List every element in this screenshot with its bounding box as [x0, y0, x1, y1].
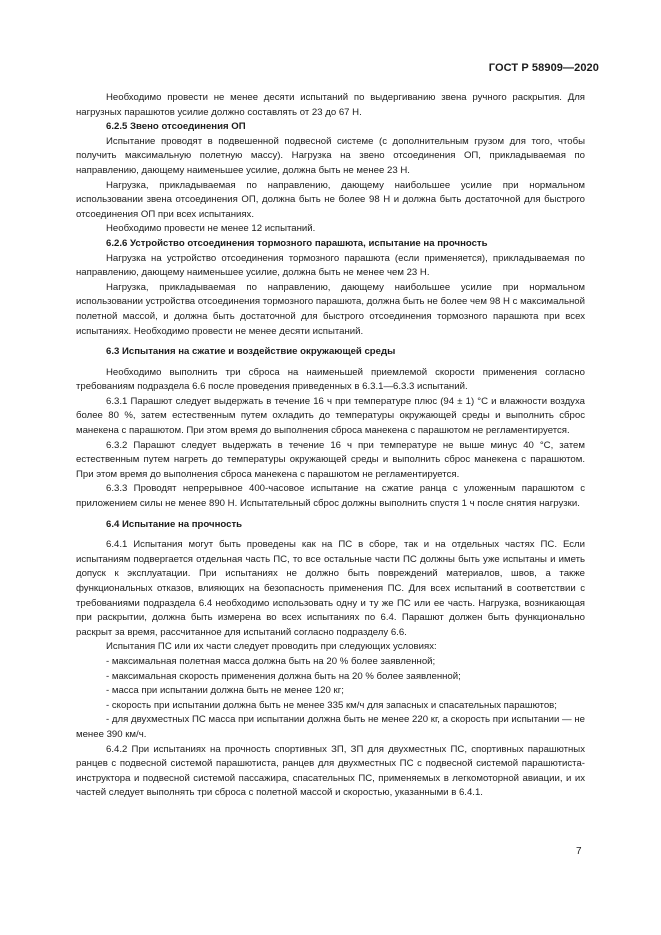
paragraph: 6.3.1 Парашют следует выдержать в течение 16 ч при температуре плюс (94 ± 1) °С и влажности воздуха более 80 %, затем естественным путем охладить до температуры окружающей среды и выполнить сброс манекена с парашютом. При этом время до выполнения сброса манекена с парашютом не регламентируется. [76, 395, 585, 437]
page-number: 7 [576, 846, 582, 857]
paragraph: Необходимо провести не менее 12 испытаний. [106, 223, 316, 235]
paragraph: - масса при испытании должна быть не менее 120 кг; [106, 685, 344, 697]
paragraph: Испытания ПС или их части следует проводить при следующих условиях: [106, 641, 437, 653]
paragraph: - для двухместных ПС масса при испытании должна быть не менее 220 кг, а скорость при испытании — не менее 390 км/ч. [76, 714, 585, 740]
paragraph: Нагрузка, прикладываемая по направлению, дающему наибольшее усилие при нормальном использовании устройства отсоединения тормозного парашюта, должна быть не более чем 98 Н с максимальной полетной массой, и должна быть достаточной для быстрого отсоединения тормозного парашюта при всех испытаниях. Необходимо провести не менее десяти испытаний. [76, 281, 585, 337]
section-heading: 6.2.5 Звено отсоединения ОП [106, 121, 246, 133]
paragraph: Испытание проводят в подвешенной подвесной системе (с дополнительным грузом для того, чтобы получить максимальную полетную массу). Нагрузка на звено отсоединения ОП, прикладываемая по направлению, дающему наименьшее усилие, должна быть не менее 23 Н. [76, 135, 585, 176]
section-heading: 6.3 Испытания на сжатие и воздействие окружающей среды [106, 346, 396, 358]
paragraph: 6.3.3 Проводят непрерывное 400-часовое испытание на сжатие ранца с уложенным парашютом с приложением силы не менее 890 Н. Испытательный сброс должны выполнить спустя 1 ч после снятия нагрузки. [76, 483, 585, 510]
paragraph: 6.4.2 При испытаниях на прочность спортивных ЗП, ЗП для двухместных ПС, спортивных парашютных ранцев с подвесной системой парашютиста, ранцев для двухместных ПС с подвесной системой парашютиста-инструктора и подвесной системой пассажира, спасательных ПС, применяемых в легкомоторной авиации, и их частей следует выполнять три сброса с полетной массой и скоростью, указанными в 6.4.1. [76, 743, 585, 799]
section-heading: 6.4 Испытание на прочность [106, 518, 243, 530]
paragraph: 6.4.1 Испытания могут быть проведены как на ПС в сборе, так и на отдельных частях ПС. Если испытаниям подвергается отдельная часть ПС, то все остальные части ПС должны быть уже испытаны и иметь допуск к эксплуатации. При испытаниях не должно быть повреждений материалов, швов, а также функциональных отказов, влияющих на безопасность применения ПС. Для всех испытаний в соответствии с требованиями подраздела 6.4 необходимо использовать одну и ту же ПС или ее часть. Нагрузка, возникающая при раскрытии, должна быть измерена во всех испытаниях по 6.4. Парашют должен быть функционально раскрыт за время, рассчитанное для испытаний согласно подразделу 6.6. [76, 539, 585, 638]
paragraph: Нагрузка на устройство отсоединения тормозного парашюта (если применяется), прикладываемая по направлению, дающему наименьшее усилие, должна быть не менее чем 23 Н. [76, 252, 585, 279]
paragraph: - скорость при испытании должна быть не менее 335 км/ч для запасных и спасательных парашютов; [106, 699, 557, 711]
paragraph: Необходимо выполнить три сброса на наименьшей приемлемой скорости применения согласно требованиям подраздела 6.6 после проведения приведенных в 6.3.1—6.3.3 испытаний. [76, 366, 585, 393]
document-body [76, 91, 585, 801]
paragraph: - максимальная полетная масса должна быть на 20 % более заявленной; [106, 655, 436, 667]
paragraph: Необходимо провести не менее десяти испытаний по выдергиванию звена ручного раскрытия. Для нагрузных парашютов усилие должно составлять от 23 до 67 Н. [76, 92, 585, 118]
paragraph: Нагрузка, прикладываемая по направлению, дающему наибольшее усилие при нормальном использовании звена отсоединения ОП, должна быть не более 98 Н и должна быть достаточной для быстрого отсоединения ОП при всех испытаниях. [76, 179, 585, 220]
standard-designation: ГОСТ Р 58909—2020 [488, 62, 599, 74]
paragraph: - максимальная скорость применения должна быть на 20 % более заявленной; [106, 670, 461, 682]
paragraph: 6.3.2 Парашют следует выдержать в течение 16 ч при температуре не выше минус 40 °С, затем естественным путем нагреть до температуры окружающей среды и выполнить сброс манекена с парашютом. При этом время до выполнения сброса манекена с парашютом не регламентируется. [76, 439, 585, 480]
section-heading: 6.2.6 Устройство отсоединения тормозного парашюта, испытание на прочность [106, 237, 488, 249]
